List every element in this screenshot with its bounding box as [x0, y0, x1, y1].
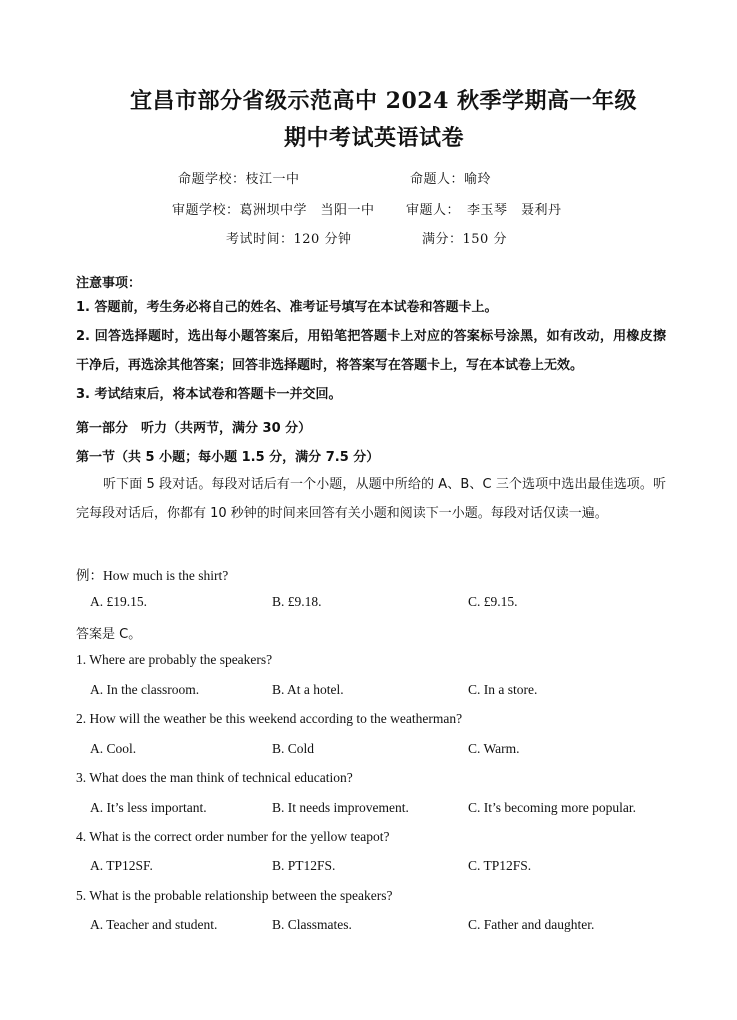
question-2-option-a: A. Cool.	[90, 741, 137, 756]
question-1-option-b: B. At a hotel.	[272, 682, 344, 697]
exam-title-line2: 期中考试英语试卷	[284, 125, 465, 151]
notice-heading: 注意事项：	[76, 276, 142, 291]
question-5: 5. What is the probable relationship between the speakers?	[76, 888, 393, 903]
question-2-option-b: B. Cold	[272, 741, 315, 756]
question-3-option-a: A. It’s less important.	[90, 800, 207, 815]
question-4-option-c: C. TP12FS.	[468, 858, 532, 873]
question-5-option-a: A. Teacher and student.	[90, 917, 218, 932]
question-5-option-b: B. Classmates.	[272, 917, 352, 932]
notice-item-2: 2. 回答选择题时，选出每小题答案后，用铅笔把答题卡上对应的答案标号涂黑，如有改动，用橡皮擦干净后，再选涂其他答案；回答非选择题时，将答案写在答题卡上，写在本试卷上无效。	[76, 329, 666, 373]
question-4: 4. What is the correct order number for the yellow teapot?	[76, 829, 390, 844]
question-3-option-c: C. It’s becoming more popular.	[468, 800, 636, 815]
score-label: 满分：150 分	[422, 232, 507, 247]
example-answer: 答案是 C。	[76, 627, 142, 642]
exam-title-line1: 宜昌市部分省级示范高中 2024 秋季学期高一年级	[130, 88, 638, 114]
listening-instructions: 听下面 5 段对话。每段对话后有一个小题，从题中所给的 A、B、C 三个选项中选出最佳选项。听完每段对话后，你都有 10 秒钟的时间来回答有关小题和阅读下一小题。每段对话仅读一遍。	[76, 477, 666, 521]
question-1-option-a: A. In the classroom.	[90, 682, 200, 697]
author-label: 命题人：喻玲	[410, 172, 492, 187]
example-question: 例：How much is the shirt?	[76, 568, 229, 583]
review-school-label: 审题学校：葛洲坝中学 当阳一中	[172, 203, 375, 218]
notice-item-1: 1. 答题前，考生务必将自己的姓名、准考证号填写在本试卷和答题卡上。	[76, 300, 498, 315]
question-5-option-c: C. Father and daughter.	[468, 917, 595, 932]
question-2-option-c: C. Warm.	[468, 741, 520, 756]
part1-heading: 第一部分 听力（共两节，满分 30 分）	[76, 421, 312, 436]
question-3: 3. What does the man think of technical education?	[76, 770, 353, 785]
section1-heading: 第一节（共 5 小题；每小题 1.5 分，满分 7.5 分）	[76, 450, 380, 465]
time-label: 考试时间：120 分钟	[226, 232, 352, 247]
question-1: 1. Where are probably the speakers?	[76, 652, 273, 667]
question-3-option-b: B. It needs improvement.	[272, 800, 409, 815]
example-option-a: A. £19.15.	[90, 594, 147, 609]
school-label: 命题学校：枝江一中	[178, 172, 300, 187]
question-2: 2. How will the weather be this weekend according to the weatherman?	[76, 711, 463, 726]
question-4-option-b: B. PT12FS.	[272, 858, 336, 873]
question-4-option-a: A. TP12SF.	[90, 858, 153, 873]
example-option-c: C. £9.15.	[468, 594, 518, 609]
example-option-b: B. £9.18.	[272, 594, 322, 609]
reviewer-label: 审题人： 李玉琴 聂利丹	[406, 203, 562, 218]
notice-item-3: 3. 考试结束后，将本试卷和答题卡一并交回。	[76, 387, 342, 402]
question-1-option-c: C. In a store.	[468, 682, 538, 697]
